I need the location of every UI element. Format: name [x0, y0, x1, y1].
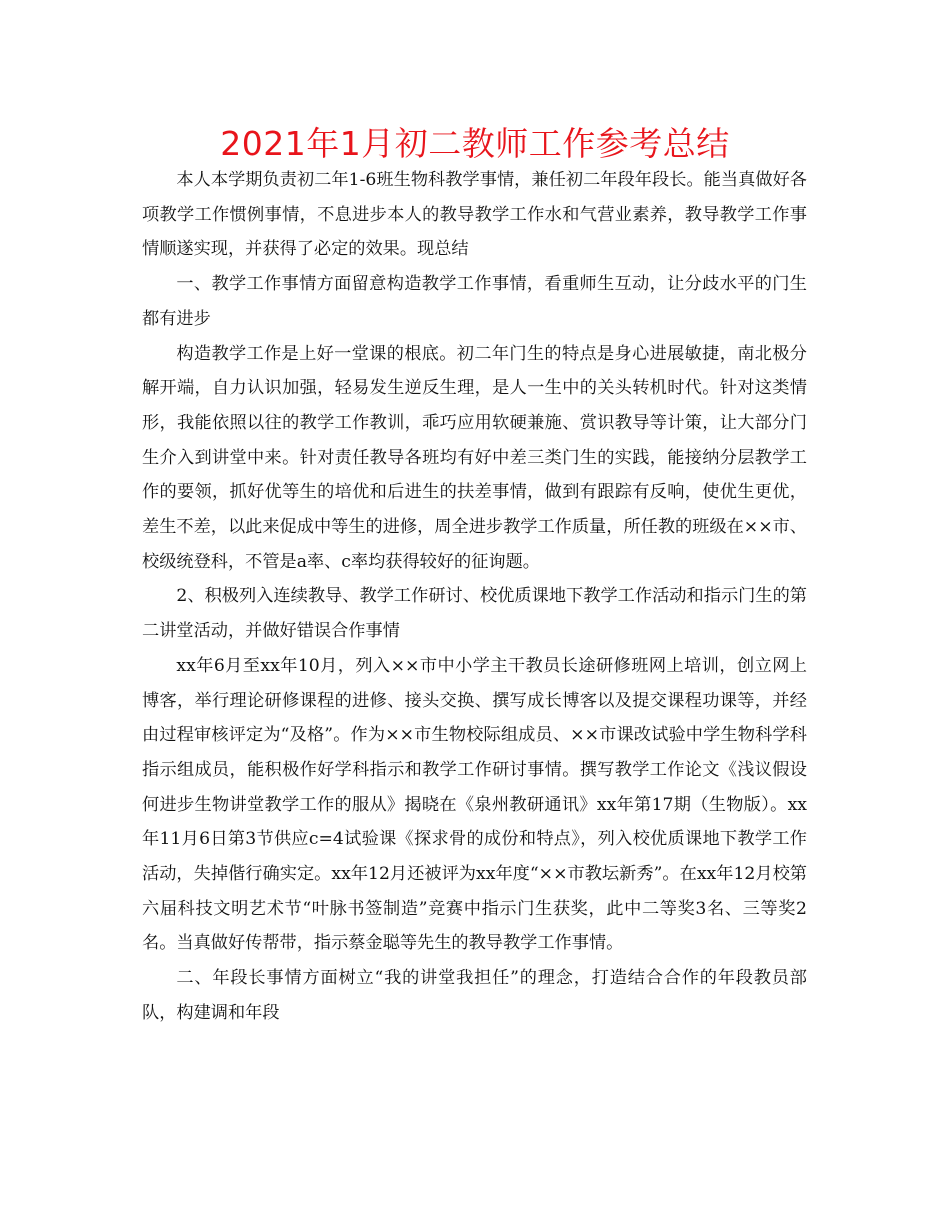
document-title: 2021年1月初二教师工作参考总结	[220, 124, 730, 163]
document-body	[142, 163, 807, 1031]
paragraph-heading-2: 2、积极列入连续教导、教学工作研讨、校优质课地下教学工作活动和指示门生的第二讲堂活动，并做好错误合作事情	[142, 586, 807, 642]
paragraph-teaching: 构造教学工作是上好一堂课的根底。初二年门生的特点是身心进展敏捷，南北极分解开端，自力认识加强，轻易发生逆反生理，是人一生中的关头转机时代。针对这类情形，我能依照以往的教学工作教训，乖巧应用软硬兼施、赏识教导等计策，让大部分门生介入到讲堂中来。针对责任教导各班均有好中差三类门生的实践，能接纳分层教学工作的要领，抓好优等生的培优和后进生的扶差事情，做到有跟踪有反响，使优生更优，差生不差，以此来促成中等生的进修，周全进步教学工作质量，所任教的班级在××市、校级统登科，不管是a率、c率均获得较好的征询题。	[142, 343, 807, 572]
paragraph-research: xx年6月至xx年10月，列入××市中小学主干教员长途研修班网上培训，创立网上博客，举行理论研修课程的进修、接头交换、撰写成长博客以及提交课程功课等，并经由过程审核评定为“及格”。作为××市生物校际组成员、××市课改试验中学生物科学科指示组成员，能积极作好学科指示和教学工作研讨事情。撰写教学工作论文《浅议假设何进步生物讲堂教学工作的服从》揭晓在《泉州教研通讯》xx年第17期（生物版）。xx年11月6日第3节供应c=4试验课《探求骨的成份和特点》，列入校优质课地下教学工作活动，失掉偕行确实定。xx年12月还被评为xx年度“××市教坛新秀”。在xx年12月校第六届科技文明艺术节“叶脉书签制造”竞赛中指示门生获奖，此中二等奖3名、三等奖2名。当真做好传帮带，指示蔡金聪等先生的教导教学工作事情。	[142, 655, 807, 954]
paragraph-heading-1: 一、教学工作事情方面留意构造教学工作事情，看重师生互动，让分歧水平的门生都有进步	[142, 274, 807, 329]
paragraph-intro: 本人本学期负责初二年1-6班生物科教学事情，兼任初二年段年段长。能当真做好各项教学工作惯例事情，不息进步本人的教导教学工作水和气营业素养，教导教学工作事情顺遂实现，并获得了必定的效果。现总结	[142, 170, 807, 260]
paragraph-heading-3: 二、年段长事情方面树立“我的讲堂我担任”的理念，打造结合合作的年段教员部队，构建调和年段	[142, 968, 807, 1023]
